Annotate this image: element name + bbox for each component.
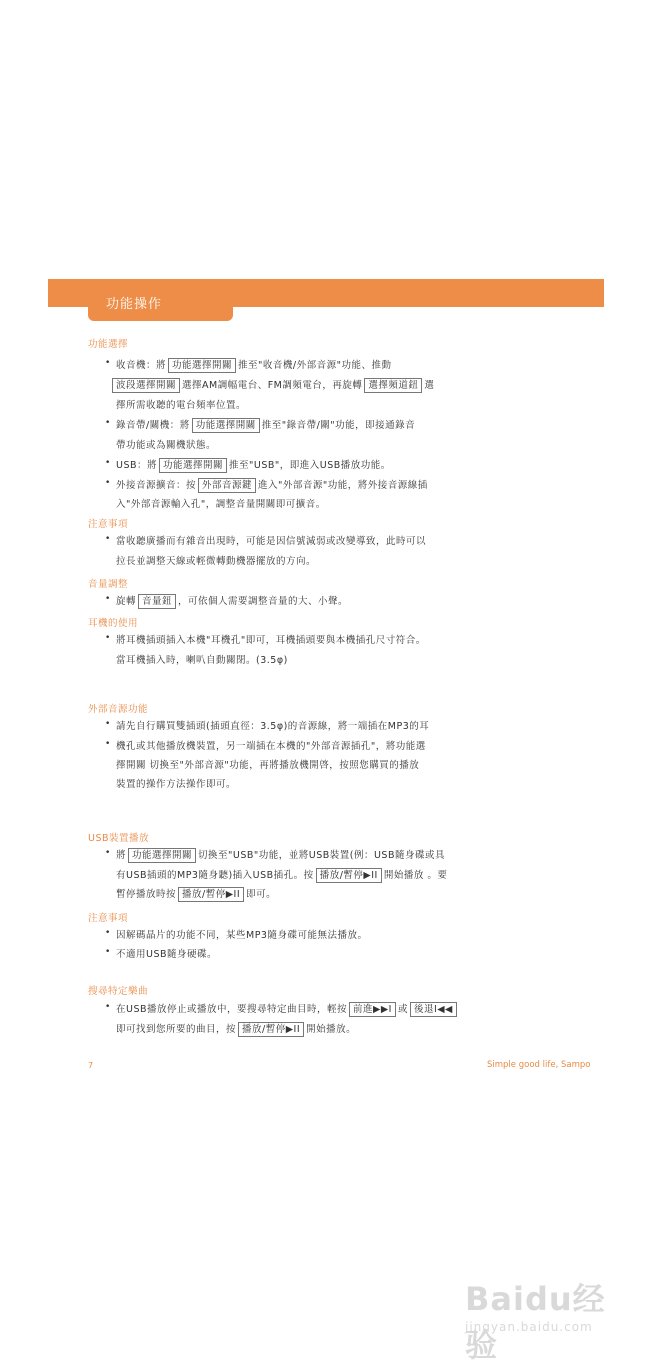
heading-volume: 音量調整 xyxy=(88,579,129,590)
bullet: • xyxy=(105,739,111,749)
key-external-source: 外部音源鍵 xyxy=(198,478,256,493)
key-function-switch: 功能選擇開關 xyxy=(159,458,227,473)
bullet: • xyxy=(105,478,111,488)
page-number: 7 xyxy=(88,1061,94,1070)
usb-play-line-1: 將 功能選擇開關 切換至"USB"功能，並將USB裝置(例：USB隨身碟或具 xyxy=(116,850,445,861)
bullet: • xyxy=(105,928,111,938)
note-line-1: 當收聽廣播而有雜音出現時，可能是因信號減弱或改變導致，此時可以 xyxy=(116,536,427,547)
key-previous: 後退I◀◀ xyxy=(410,1002,457,1017)
bullet: • xyxy=(105,719,111,729)
key-next: 前進▶▶I xyxy=(349,1002,396,1017)
heading-function-select: 功能選擇 xyxy=(88,339,129,350)
bullet: • xyxy=(105,358,111,368)
key-band-switch: 波段選擇開關 xyxy=(112,378,180,393)
earphone-line-2: 當耳機插入時，喇叭自動關閉。(3.5φ) xyxy=(116,655,288,666)
heading-usb-playback: USB裝置播放 xyxy=(88,833,150,844)
source-line-4: 裝置的操作方法操作即可。 xyxy=(116,779,237,790)
search-line-2: 即可找到您所要的曲目，按 播放/暫停▶II 開始播放。 xyxy=(116,1024,357,1035)
earphone-line-1: 將耳機插頭插入本機"耳機孔"即可，耳機插頭要與本機插孔尺寸符合。 xyxy=(116,635,426,646)
key-function-switch: 功能選擇開關 xyxy=(192,418,260,433)
radio-line-1: 收音機：將 功能選擇開關 推至"收音機/外部音源"功能、推動 xyxy=(116,360,392,371)
usb-play-line-2: 有USB插頭的MP3隨身聽)插入USB插孔。按 播放/暫停▶II 開始播放 。要 xyxy=(116,870,448,881)
usb-line: USB：將 功能選擇開關 推至"USB"，即進入USB播放功能。 xyxy=(116,460,391,471)
ext-line-1: 外接音源擴音：按 外部音源鍵 進入"外部音源"功能，將外接音源線插 xyxy=(116,480,428,491)
key-play-pause: 播放/暫停▶II xyxy=(178,887,244,902)
usb-play-line-3: 暫停播放時按 播放/暫停▶II 即可。 xyxy=(116,889,277,900)
heading-external-source: 外部音源功能 xyxy=(88,704,149,715)
bullet: • xyxy=(105,947,111,957)
bullet: • xyxy=(105,633,111,643)
tape-line-1: 錄音帶/關機：將 功能選擇開關 推至"錄音帶/關"功能，即接通錄音 xyxy=(116,420,416,431)
source-line-3: 擇開關 切換至"外部音源"功能，再將播放機開啓，按照您購買的播放 xyxy=(116,760,420,771)
bullet: • xyxy=(105,1002,111,1012)
bullet: • xyxy=(105,848,111,858)
key-play-pause: 播放/暫停▶II xyxy=(238,1022,304,1037)
key-function-switch: 功能選擇開關 xyxy=(128,848,196,863)
bullet: • xyxy=(105,534,111,544)
bullet: • xyxy=(105,418,111,428)
key-function-switch: 功能選擇開關 xyxy=(168,358,236,373)
source-line-2: 機孔或其他播放機裝置，另一端插在本機的"外部音源插孔"，將功能選 xyxy=(116,741,426,752)
note-line-2: 拉長並調整天線或輕微轉動機器擺放的方向。 xyxy=(116,556,317,567)
watermark xyxy=(465,1266,615,1364)
heading-search-track: 搜尋特定樂曲 xyxy=(88,986,149,997)
ext-line-2: 入"外部音源輸入孔"，調整音量開關即可擴音。 xyxy=(116,499,326,510)
bullet: • xyxy=(105,458,111,468)
source-line-1: 請先自行購買雙插頭(插頭直徑：3.5φ)的音源線，將一端插在MP3的耳 xyxy=(116,721,430,732)
key-tuning-knob: 選擇頻道鈕 xyxy=(364,378,422,393)
note2-line-1: 因解碼晶片的功能不同，某些MP3隨身碟可能無法播放。 xyxy=(116,930,368,941)
heading-earphone: 耳機的使用 xyxy=(88,618,139,629)
key-volume-knob: 音量鈕 xyxy=(138,594,176,609)
heading-notes: 注意事項 xyxy=(88,913,129,924)
key-play-pause: 播放/暫停▶II xyxy=(316,868,382,883)
note2-line-2: 不適用USB隨身硬碟。 xyxy=(116,949,218,960)
section-title: 功能操作 xyxy=(106,297,163,312)
bullet: • xyxy=(105,594,111,604)
radio-line-2: 波段選擇開關 選擇AM調幅電台、FM調頻電台，再旋轉 選擇頻道鈕 選 xyxy=(110,377,434,393)
tape-line-2: 帶功能或為關機狀態。 xyxy=(116,440,217,451)
footer-slogan: Simple good life, Sampo xyxy=(487,1060,591,1070)
search-line-1: 在USB播放停止或播放中，要搜尋特定曲目時，輕按 前進▶▶I 或 後退I◀◀ xyxy=(116,1001,459,1017)
volume-line: 旋轉 音量鈕 ，可依個人需要調整音量的大、小聲。 xyxy=(116,596,349,607)
heading-notes: 注意事項 xyxy=(88,519,129,530)
radio-line-3: 擇所需收聽的電台頻率位置。 xyxy=(116,400,247,411)
watermark-url: jingyan.baidu.com xyxy=(465,1320,593,1334)
watermark-logo: Baidu经验 xyxy=(465,1280,606,1364)
